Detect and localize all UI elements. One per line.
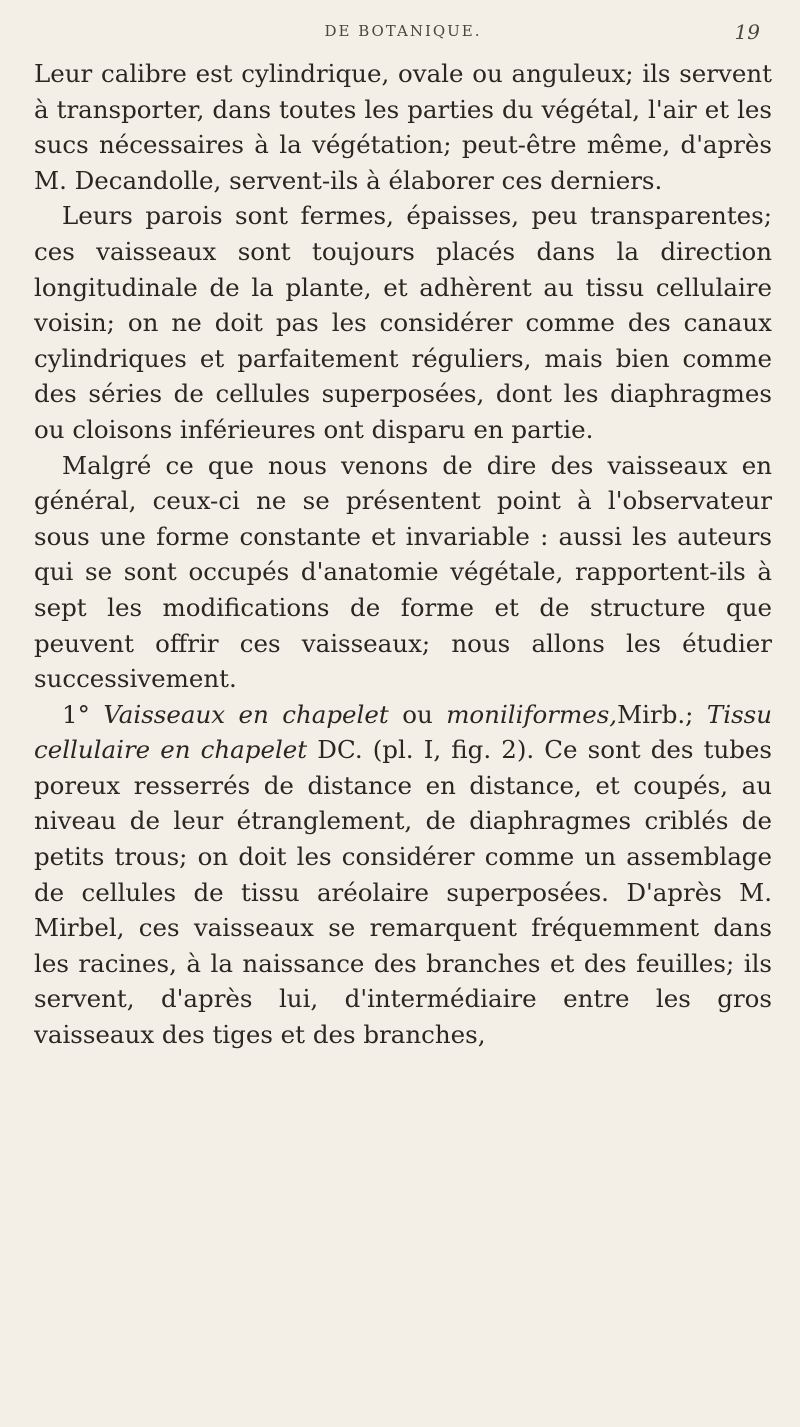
running-head: DE BOTANIQUE. (324, 22, 482, 40)
paragraph-4 (34, 697, 772, 1053)
item-number: 1° (62, 699, 90, 729)
term-moniliformes: moniliformes, (446, 699, 618, 729)
page-header (34, 20, 772, 50)
page-number: 19 (734, 20, 760, 44)
body-text (34, 56, 772, 1053)
term-tissu-cellulaire: Tissu cellulaire en chapelet (34, 699, 773, 765)
author-abbrev: Mirb.; (617, 699, 694, 729)
paragraph-2: Leurs parois sont fermes, épaisses, peu transparentes; ces vaisseaux sont toujours placés dans la direction longitudinale de la plante, et adhèrent au tissu cellulaire voisin; on ne doit pas les considérer comme des canaux cylindriques et parfaitement réguliers, mais bien comme des séries de cellules superposées, dont les diaphragmes ou cloisons inférieures ont disparu en partie. (34, 201, 772, 444)
paragraph-3: Malgré ce que nous venons de dire des vaisseaux en général, ceux-ci ne se présentent point à l'observateur sous une forme constante et invariable : aussi les auteurs qui se sont occupés d'anatomie végétale, rapportent-ils à sept les modifications de forme et de structure que peuvent offrir ces vaisseaux; nous allons les étudier successivement. (34, 450, 772, 694)
paragraph-4-text: DC. (pl. I, fig. 2). Ce sont des tubes poreux resserrés de distance en distance, et coupés, au niveau de leur étranglement, de diaphragmes criblés de petits trous; on doit les considérer comme un assemblage de cellules de tissu aréolaire superposées. D'après M. Mirbel, ces vaisseaux se remarquent fréquemment dans les racines, à la naissance des branches et des feuilles; ils servent, d'après lui, d'intermédiaire entre les gros vaisseaux des tiges et des branches, (34, 735, 773, 1050)
paragraph-1: Leur calibre est cylindrique, ovale ou anguleux; ils servent à transporter, dans toutes les parties du végétal, l'air et les sucs nécessaires à la végétation; peut-être même, d'après M. Decandolle, servent-ils à élaborer ces derniers. (34, 59, 772, 195)
term-vaisseaux-en-chapelet: Vaisseaux en chapelet (103, 699, 389, 729)
conjunction: ou (402, 699, 433, 729)
